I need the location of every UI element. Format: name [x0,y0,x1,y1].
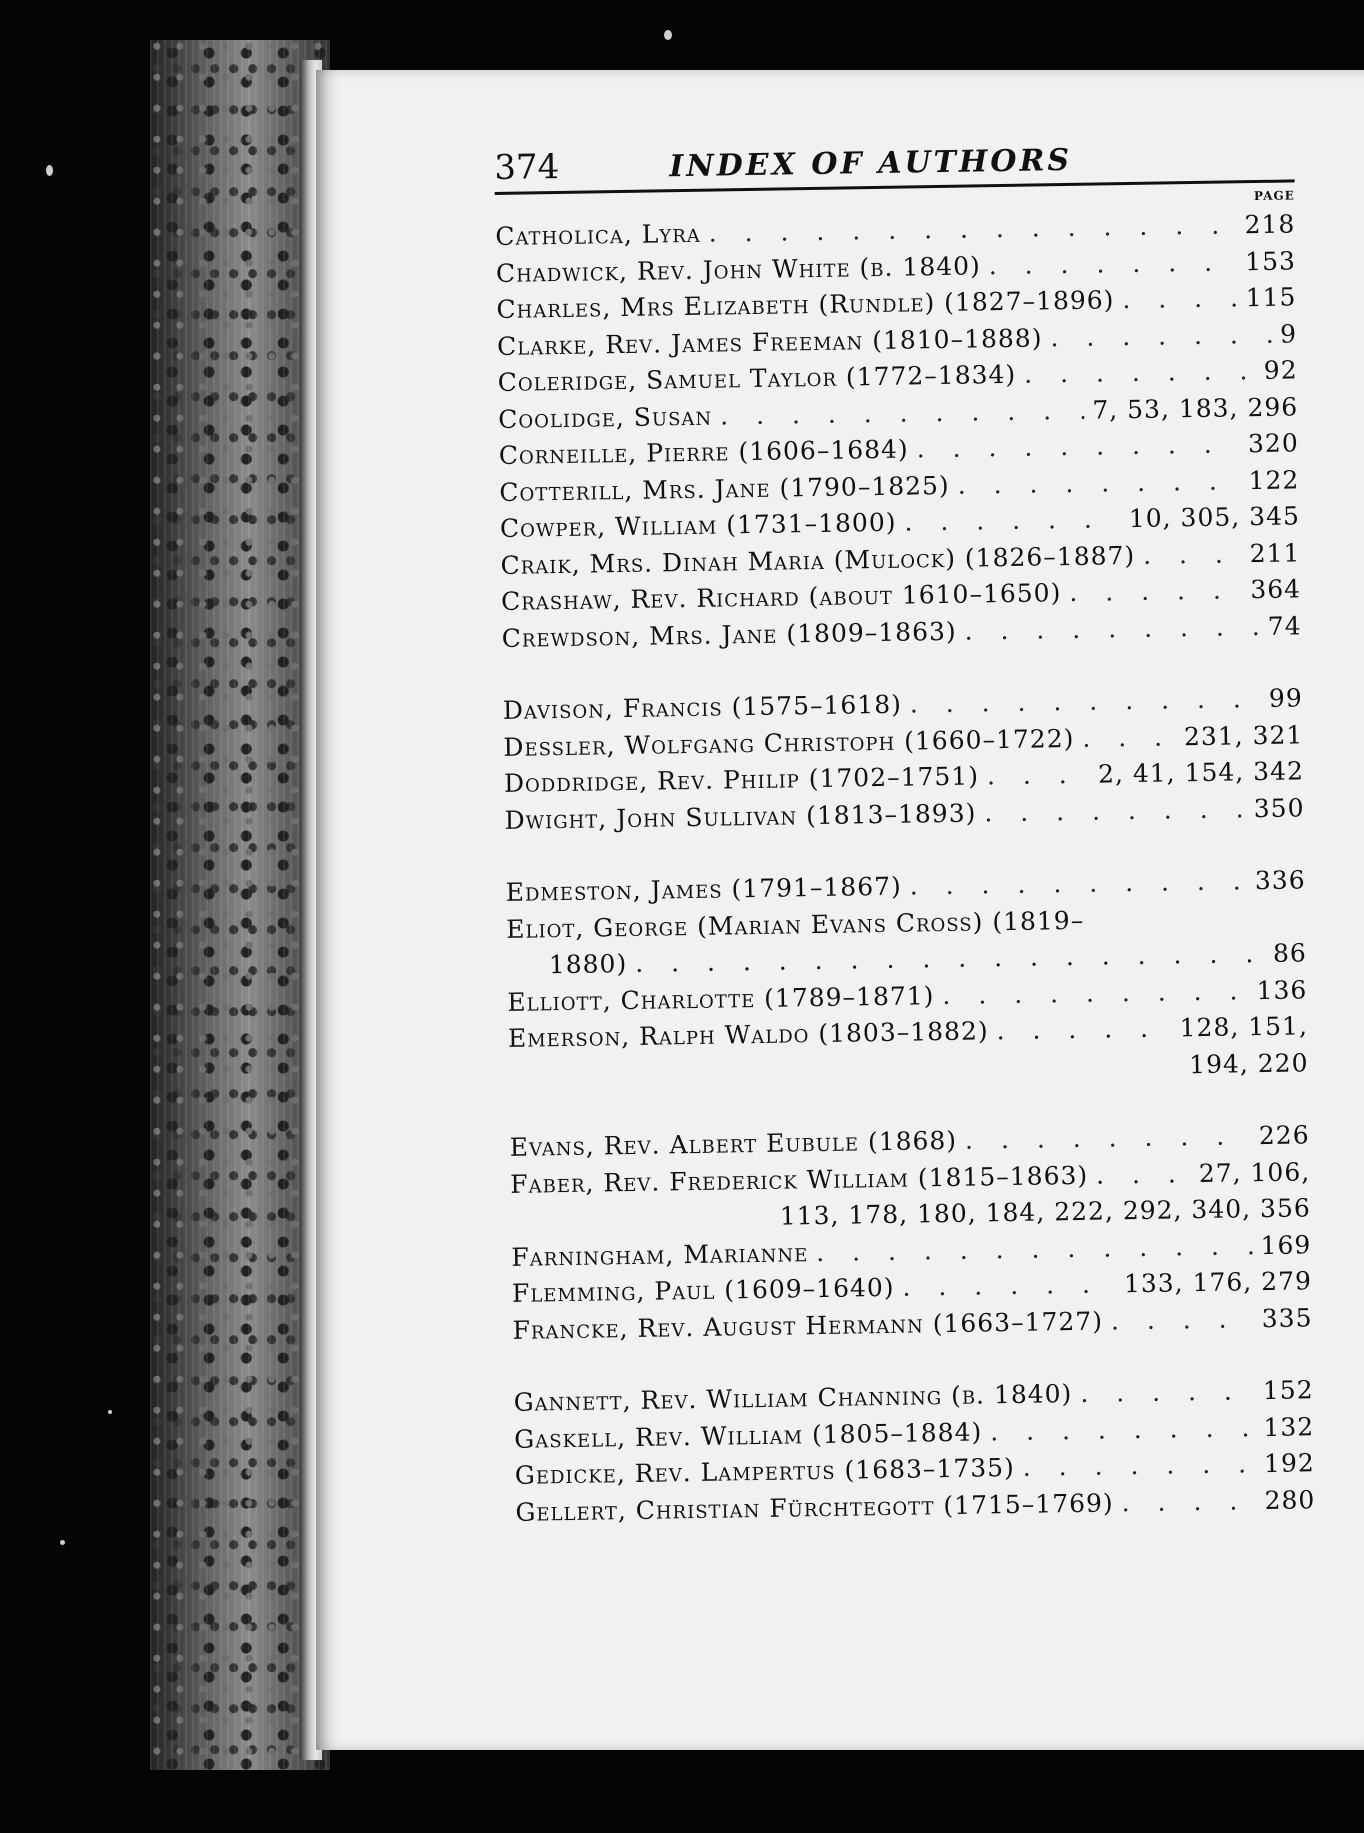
author-name: Gellert, Christian Fürchtegott (1715–1769) [515,1487,1114,1527]
author-name: Gedicke, Rev. Lampertus (1683–1735) [514,1452,1016,1490]
dot-leader [942,973,1249,1014]
page-refs: 350 [1253,792,1305,823]
dot-leader [720,392,1085,434]
author-name: Francke, Rev. August Hermann (1663–1727) [512,1306,1104,1345]
dot-leader [1069,572,1243,611]
dot-leader [902,1266,1116,1306]
author-name: Cotterill, Mrs. Jane (1790–1825) [499,470,950,507]
page-refs: 86 [1272,938,1307,968]
author-name: Coolidge, Susan [498,401,713,434]
dot-leader [916,426,1240,468]
dot-leader [990,1410,1256,1451]
author-name: Eliot, George (Marian Evans Cross) (1819– [506,905,1085,944]
page-refs: 10, 305, 345 [1128,501,1301,534]
author-name: Flemming, Paul (1609–1640) [511,1272,895,1308]
index-entry [510,1154,1311,1240]
page-refs: 132 [1263,1411,1315,1442]
author-name: Clarke, Rev. James Freeman (1810–1888) [496,322,1043,361]
page-refs: 133, 176, 279 [1123,1266,1313,1299]
page-content [494,135,1316,1530]
page-refs: 152 [1262,1375,1314,1406]
dot-leader [987,757,1091,795]
dot-leader [1143,536,1242,574]
page-refs: 231, 321 [1183,719,1304,751]
page-refs: 122 [1248,464,1300,495]
page-refs: 169 [1260,1229,1312,1260]
index-entry [508,1008,1309,1094]
page-refs: 136 [1256,974,1308,1005]
page-refs: 7, 53, 183, 296 [1092,391,1299,425]
author-name: Emerson, Ralph Waldo (1803–1882) [507,1016,989,1053]
page-refs: 2, 41, 154, 342 [1097,756,1305,789]
dot-leader [1096,1156,1191,1194]
author-name: Davison, Francis (1575–1618) [502,689,903,725]
dot-leader [910,681,1262,723]
dot-leader [965,1118,1251,1159]
page-refs-continued: 113, 178, 180, 184, 222, 292, 340, 356 [779,1193,1311,1231]
author-name: Gaskell, Rev. William (1805–1884) [514,1416,983,1454]
scan-speck [46,165,53,176]
page-refs: 9 [1279,318,1298,349]
author-name: Faber, Rev. Frederick William (1815–1863) [510,1160,1089,1199]
page-refs: 364 [1250,574,1302,605]
page-refs: 280 [1264,1484,1316,1515]
book-page [316,70,1364,1750]
dot-leader [904,501,1121,541]
index-entry [506,899,1307,985]
dot-leader [1050,316,1272,356]
page-refs: 115 [1245,282,1297,313]
author-name: Dwight, John Sullivan (1813–1893) [504,798,977,835]
page-refs: 335 [1261,1302,1313,1333]
page-number: 374 [494,146,560,188]
author-name: Craik, Mrs. Dinah Maria (Mulock) (1826–1887) [500,540,1136,580]
dot-leader [1080,1373,1255,1412]
dot-leader [984,791,1246,832]
scan-speck [108,1410,112,1414]
author-name: Charles, Mrs Elizabeth (Rundle) (1827–1896) [496,285,1115,324]
author-name: Doddridge, Rev. Philip (1702–1751) [503,761,980,798]
author-name: Dessler, Wolfgang Christoph (1660–1722) [503,723,1075,762]
dot-leader [1024,353,1256,393]
page-refs: 27, 106, [1198,1156,1311,1188]
dot-leader [1122,280,1238,318]
scan-speck [60,1540,65,1545]
author-name: Chadwick, Rev. John White (b. 1840) [495,250,981,288]
dot-leader [988,244,1237,284]
dot-leader [996,1010,1172,1049]
author-name: Corneille, Pierre (1606–1684) [498,434,909,470]
author-name: Evans, Rev. Albert Eubule (1868) [509,1125,958,1162]
page-refs: 192 [1263,1448,1315,1479]
page-title: INDEX OF AUTHORS [669,142,1073,185]
dot-leader [1023,1446,1257,1486]
author-index [495,206,1316,1530]
author-name-continued: 1880) [548,949,628,980]
dot-leader [1121,1483,1257,1522]
page-refs: 320 [1247,428,1299,459]
dot-leader [1082,719,1176,757]
page-refs: 74 [1267,610,1302,641]
author-name: Catholica, Lyra [495,218,701,251]
page-refs: 153 [1244,245,1297,276]
page-refs: 92 [1263,355,1298,385]
page-refs: 218 [1244,209,1296,240]
author-name: Coleridge, Samuel Taylor (1772–1834) [497,359,1017,397]
page-refs-continued: 194, 220 [1188,1047,1309,1079]
running-header [494,135,1295,195]
author-name: Crashaw, Rev. Richard (about 1610–1650) [500,578,1062,616]
page-refs: 226 [1258,1120,1310,1151]
page-refs: 336 [1254,865,1306,896]
author-name: Farningham, Marianne [511,1237,809,1272]
page-refs: 128, 151, [1179,1011,1309,1043]
page-column-label: PAGE [1253,188,1295,204]
author-name: Cowper, William (1731–1800) [499,507,897,543]
dot-leader [957,463,1240,504]
author-name: Gannett, Rev. William Channing (b. 1840) [513,1379,1073,1417]
author-name: Crewdson, Mrs. Jane (1809–1863) [501,616,957,653]
author-name: Edmeston, James (1791–1867) [505,871,902,907]
dot-leader [909,863,1247,905]
scan-speck [664,30,672,40]
page-refs: 211 [1249,537,1301,568]
author-name: Elliott, Charlotte (1789–1871) [507,980,935,1017]
dot-leader [1111,1301,1254,1340]
dot-leader [964,609,1260,650]
page-refs: 99 [1268,683,1303,713]
